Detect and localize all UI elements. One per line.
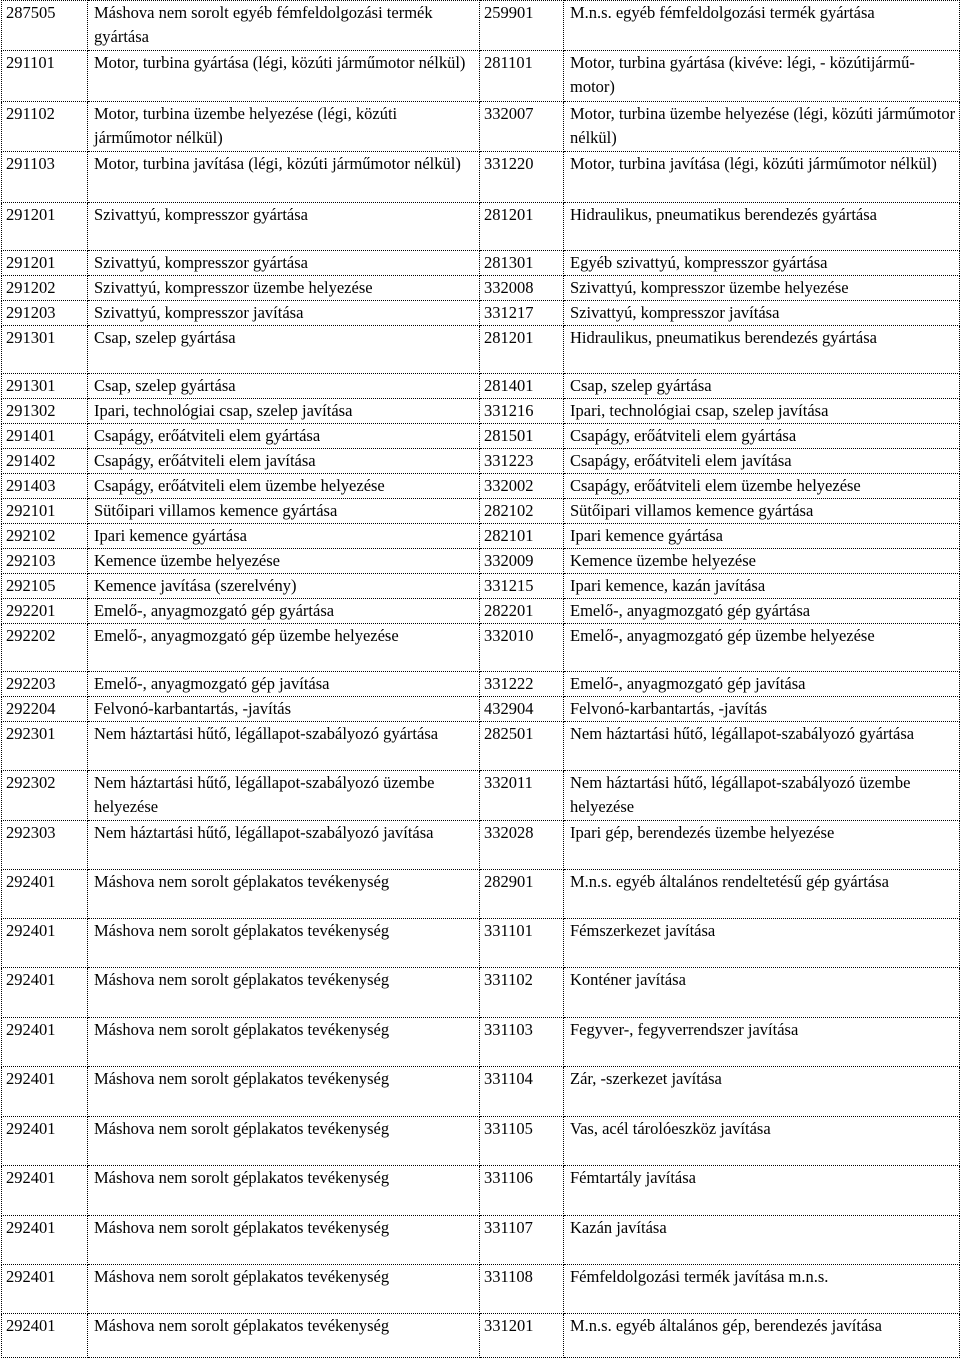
old-description-cell: Szivattyú, kompresszor gyártása xyxy=(88,251,480,276)
old-code-cell: 291301 xyxy=(2,326,88,374)
old-code-cell: 287505 xyxy=(2,1,88,51)
table-row xyxy=(2,251,960,276)
old-code-cell: 291201 xyxy=(2,203,88,251)
table-row xyxy=(2,1,960,51)
old-description-cell: Csapágy, erőátviteli elem javítása xyxy=(88,449,480,474)
new-description-cell: Motor, turbina javítása (légi, közúti járműmotor nélkül) xyxy=(564,152,960,203)
new-code-cell: 332008 xyxy=(480,276,564,301)
new-description-cell: Zár, -szerkezet javítása xyxy=(564,1067,960,1117)
old-code-cell: 292303 xyxy=(2,821,88,870)
old-description-cell: Máshova nem sorolt géplakatos tevékenység xyxy=(88,1018,480,1067)
new-code-cell: 432904 xyxy=(480,697,564,722)
new-description-cell: M.n.s. egyéb általános gép, berendezés javítása xyxy=(564,1314,960,1358)
new-code-cell: 331101 xyxy=(480,919,564,968)
old-code-cell: 292401 xyxy=(2,1018,88,1067)
new-code-cell: 331105 xyxy=(480,1117,564,1166)
old-code-cell: 292401 xyxy=(2,1166,88,1216)
new-description-cell: Csapágy, erőátviteli elem gyártása xyxy=(564,424,960,449)
new-code-cell: 281301 xyxy=(480,251,564,276)
new-code-cell: 259901 xyxy=(480,1,564,51)
old-code-cell: 291403 xyxy=(2,474,88,499)
old-code-cell: 292401 xyxy=(2,1265,88,1314)
new-code-cell: 282102 xyxy=(480,499,564,524)
new-code-cell: 331103 xyxy=(480,1018,564,1067)
new-code-cell: 332011 xyxy=(480,771,564,821)
old-code-cell: 292401 xyxy=(2,1216,88,1265)
new-description-cell: Csap, szelep gyártása xyxy=(564,374,960,399)
old-description-cell: Máshova nem sorolt géplakatos tevékenység xyxy=(88,1216,480,1265)
new-description-cell: Szivattyú, kompresszor javítása xyxy=(564,301,960,326)
new-description-cell: Motor, turbina gyártása (kivéve: légi, - közútijármű-motor) xyxy=(564,51,960,102)
table-row xyxy=(2,919,960,968)
table-row xyxy=(2,326,960,374)
new-code-cell: 331108 xyxy=(480,1265,564,1314)
old-description-cell: Emelő-, anyagmozgató gép üzembe helyezése xyxy=(88,624,480,672)
old-description-cell: Felvonó-karbantartás, -javítás xyxy=(88,697,480,722)
table-row xyxy=(2,1166,960,1216)
new-description-cell: Ipari gép, berendezés üzembe helyezése xyxy=(564,821,960,870)
new-code-cell: 281101 xyxy=(480,51,564,102)
old-code-cell: 292105 xyxy=(2,574,88,599)
new-description-cell: Nem háztartási hűtő, légállapot-szabályozó gyártása xyxy=(564,722,960,771)
new-description-cell: Egyéb szivattyú, kompresszor gyártása xyxy=(564,251,960,276)
new-code-cell: 331201 xyxy=(480,1314,564,1358)
old-code-cell: 291203 xyxy=(2,301,88,326)
new-code-cell: 332009 xyxy=(480,549,564,574)
old-code-cell: 292401 xyxy=(2,1067,88,1117)
table-row xyxy=(2,1265,960,1314)
old-description-cell: Nem háztartási hűtő, légállapot-szabályozó üzembe helyezése xyxy=(88,771,480,821)
new-code-cell: 281201 xyxy=(480,203,564,251)
old-description-cell: Máshova nem sorolt géplakatos tevékenység xyxy=(88,870,480,919)
old-code-cell: 291401 xyxy=(2,424,88,449)
old-description-cell: Emelő-, anyagmozgató gép gyártása xyxy=(88,599,480,624)
old-description-cell: Máshova nem sorolt géplakatos tevékenység xyxy=(88,968,480,1018)
old-code-cell: 292401 xyxy=(2,870,88,919)
old-description-cell: Csap, szelep gyártása xyxy=(88,326,480,374)
table-row xyxy=(2,524,960,549)
new-code-cell: 282201 xyxy=(480,599,564,624)
old-description-cell: Csapágy, erőátviteli elem gyártása xyxy=(88,424,480,449)
old-description-cell: Máshova nem sorolt géplakatos tevékenység xyxy=(88,1117,480,1166)
old-description-cell: Motor, turbina gyártása (légi, közúti járműmotor nélkül) xyxy=(88,51,480,102)
old-code-cell: 291402 xyxy=(2,449,88,474)
new-description-cell: Sütőipari villamos kemence gyártása xyxy=(564,499,960,524)
old-code-cell: 291102 xyxy=(2,102,88,152)
table-row xyxy=(2,599,960,624)
new-description-cell: Emelő-, anyagmozgató gép javítása xyxy=(564,672,960,697)
old-code-cell: 292401 xyxy=(2,919,88,968)
new-description-cell: Csapágy, erőátviteli elem javítása xyxy=(564,449,960,474)
new-code-cell: 331220 xyxy=(480,152,564,203)
new-description-cell: M.n.s. egyéb fémfeldolgozási termék gyártása xyxy=(564,1,960,51)
table-row xyxy=(2,499,960,524)
new-code-cell: 331223 xyxy=(480,449,564,474)
table-row xyxy=(2,1216,960,1265)
old-description-cell: Máshova nem sorolt géplakatos tevékenység xyxy=(88,1265,480,1314)
old-description-cell: Emelő-, anyagmozgató gép javítása xyxy=(88,672,480,697)
new-description-cell: Hidraulikus, pneumatikus berendezés gyártása xyxy=(564,326,960,374)
table-body xyxy=(2,1,960,1358)
table-row xyxy=(2,102,960,152)
new-code-cell: 332002 xyxy=(480,474,564,499)
new-description-cell: Kemence üzembe helyezése xyxy=(564,549,960,574)
old-description-cell: Csapágy, erőátviteli elem üzembe helyezése xyxy=(88,474,480,499)
table-row xyxy=(2,51,960,102)
old-description-cell: Csap, szelep gyártása xyxy=(88,374,480,399)
new-description-cell: Fémtartály javítása xyxy=(564,1166,960,1216)
table-row xyxy=(2,821,960,870)
new-description-cell: Vas, acél tárolóeszköz javítása xyxy=(564,1117,960,1166)
table-row xyxy=(2,672,960,697)
old-description-cell: Szivattyú, kompresszor gyártása xyxy=(88,203,480,251)
new-description-cell: M.n.s. egyéb általános rendeltetésű gép gyártása xyxy=(564,870,960,919)
table-row xyxy=(2,203,960,251)
new-description-cell: Hidraulikus, pneumatikus berendezés gyártása xyxy=(564,203,960,251)
table-row xyxy=(2,722,960,771)
table-row xyxy=(2,574,960,599)
table-row xyxy=(2,771,960,821)
old-code-cell: 292401 xyxy=(2,968,88,1018)
old-code-cell: 292203 xyxy=(2,672,88,697)
new-description-cell: Ipari kemence, kazán javítása xyxy=(564,574,960,599)
new-code-cell: 332028 xyxy=(480,821,564,870)
old-description-cell: Nem háztartási hűtő, légállapot-szabályozó gyártása xyxy=(88,722,480,771)
old-description-cell: Kemence javítása (szerelvény) xyxy=(88,574,480,599)
table-row xyxy=(2,152,960,203)
new-description-cell: Fémszerkezet javítása xyxy=(564,919,960,968)
table-row xyxy=(2,399,960,424)
old-code-cell: 292401 xyxy=(2,1117,88,1166)
table-row xyxy=(2,1314,960,1358)
old-code-cell: 291302 xyxy=(2,399,88,424)
new-code-cell: 331102 xyxy=(480,968,564,1018)
new-description-cell: Konténer javítása xyxy=(564,968,960,1018)
table-row xyxy=(2,549,960,574)
table-row xyxy=(2,301,960,326)
old-code-cell: 291201 xyxy=(2,251,88,276)
new-description-cell: Emelő-, anyagmozgató gép üzembe helyezése xyxy=(564,624,960,672)
old-code-cell: 292201 xyxy=(2,599,88,624)
table-row xyxy=(2,1117,960,1166)
old-description-cell: Motor, turbina javítása (légi, közúti járműmotor nélkül) xyxy=(88,152,480,203)
table-row xyxy=(2,1067,960,1117)
new-code-cell: 331215 xyxy=(480,574,564,599)
old-description-cell: Máshova nem sorolt géplakatos tevékenység xyxy=(88,1314,480,1358)
new-description-cell: Kazán javítása xyxy=(564,1216,960,1265)
old-description-cell: Kemence üzembe helyezése xyxy=(88,549,480,574)
old-description-cell: Ipari, technológiai csap, szelep javítása xyxy=(88,399,480,424)
old-code-cell: 291101 xyxy=(2,51,88,102)
new-code-cell: 331222 xyxy=(480,672,564,697)
old-code-cell: 291103 xyxy=(2,152,88,203)
new-description-cell: Felvonó-karbantartás, -javítás xyxy=(564,697,960,722)
old-description-cell: Ipari kemence gyártása xyxy=(88,524,480,549)
old-code-cell: 292101 xyxy=(2,499,88,524)
table-row xyxy=(2,624,960,672)
new-description-cell: Motor, turbina üzembe helyezése (légi, közúti járműmotor nélkül) xyxy=(564,102,960,152)
new-code-cell: 331216 xyxy=(480,399,564,424)
old-code-cell: 292103 xyxy=(2,549,88,574)
table-row xyxy=(2,424,960,449)
new-description-cell: Nem háztartási hűtő, légállapot-szabályozó üzembe helyezése xyxy=(564,771,960,821)
new-description-cell: Szivattyú, kompresszor üzembe helyezése xyxy=(564,276,960,301)
table-row xyxy=(2,968,960,1018)
old-description-cell: Nem háztartási hűtő, légállapot-szabályozó javítása xyxy=(88,821,480,870)
new-code-cell: 281401 xyxy=(480,374,564,399)
new-description-cell: Emelő-, anyagmozgató gép gyártása xyxy=(564,599,960,624)
table-row xyxy=(2,870,960,919)
old-description-cell: Sütőipari villamos kemence gyártása xyxy=(88,499,480,524)
new-code-cell: 282901 xyxy=(480,870,564,919)
new-description-cell: Ipari kemence gyártása xyxy=(564,524,960,549)
table-row xyxy=(2,474,960,499)
old-code-cell: 291301 xyxy=(2,374,88,399)
new-code-cell: 281501 xyxy=(480,424,564,449)
old-description-cell: Szivattyú, kompresszor javítása xyxy=(88,301,480,326)
old-description-cell: Máshova nem sorolt géplakatos tevékenység xyxy=(88,919,480,968)
table-row xyxy=(2,374,960,399)
old-description-cell: Szivattyú, kompresszor üzembe helyezése xyxy=(88,276,480,301)
new-description-cell: Fémfeldolgozási termék javítása m.n.s. xyxy=(564,1265,960,1314)
new-code-cell: 282101 xyxy=(480,524,564,549)
new-description-cell: Fegyver-, fegyverrendszer javítása xyxy=(564,1018,960,1067)
new-code-cell: 332010 xyxy=(480,624,564,672)
code-correspondence-table xyxy=(1,0,960,1358)
old-description-cell: Motor, turbina üzembe helyezése (légi, közúti járműmotor nélkül) xyxy=(88,102,480,152)
old-code-cell: 292301 xyxy=(2,722,88,771)
new-code-cell: 331106 xyxy=(480,1166,564,1216)
new-code-cell: 332007 xyxy=(480,102,564,152)
old-description-cell: Máshova nem sorolt egyéb fémfeldolgozási termék gyártása xyxy=(88,1,480,51)
new-description-cell: Ipari, technológiai csap, szelep javítása xyxy=(564,399,960,424)
new-code-cell: 282501 xyxy=(480,722,564,771)
new-code-cell: 331107 xyxy=(480,1216,564,1265)
old-code-cell: 292204 xyxy=(2,697,88,722)
old-description-cell: Máshova nem sorolt géplakatos tevékenység xyxy=(88,1166,480,1216)
table-row xyxy=(2,276,960,301)
new-code-cell: 281201 xyxy=(480,326,564,374)
old-code-cell: 291202 xyxy=(2,276,88,301)
old-description-cell: Máshova nem sorolt géplakatos tevékenység xyxy=(88,1067,480,1117)
table-row xyxy=(2,1018,960,1067)
old-code-cell: 292302 xyxy=(2,771,88,821)
new-code-cell: 331104 xyxy=(480,1067,564,1117)
old-code-cell: 292401 xyxy=(2,1314,88,1358)
old-code-cell: 292102 xyxy=(2,524,88,549)
new-code-cell: 331217 xyxy=(480,301,564,326)
table-row xyxy=(2,697,960,722)
old-code-cell: 292202 xyxy=(2,624,88,672)
new-description-cell: Csapágy, erőátviteli elem üzembe helyezése xyxy=(564,474,960,499)
table-row xyxy=(2,449,960,474)
